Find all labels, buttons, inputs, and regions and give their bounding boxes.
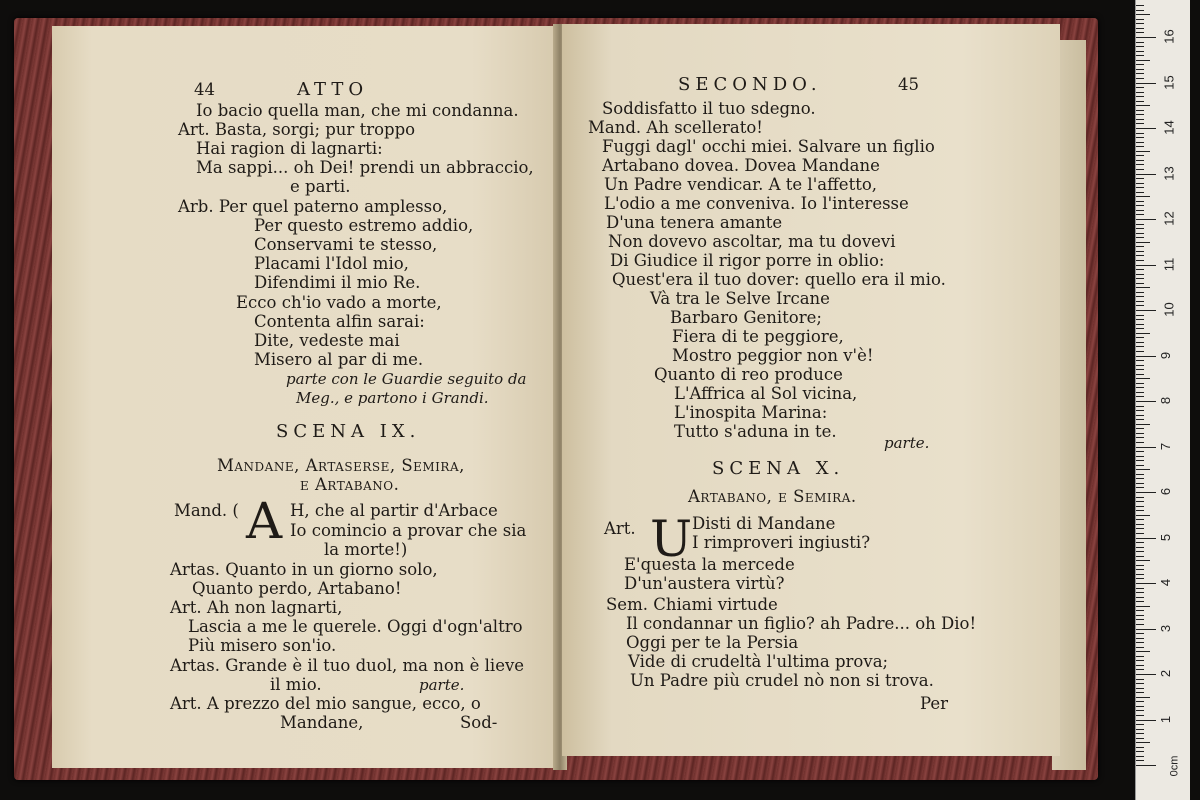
ruler-tick (1136, 196, 1150, 197)
ruler-tick (1136, 128, 1156, 129)
ruler-tick (1136, 729, 1144, 730)
ruler-tick (1136, 187, 1144, 188)
ruler-tick (1136, 274, 1144, 275)
ruler-tick (1136, 669, 1144, 670)
stage-direction: Meg., e partono i Grandi. (296, 389, 489, 407)
ruler-tick (1136, 369, 1144, 370)
text-line: Arb. Per quel paterno amplesso, (178, 197, 448, 216)
page-number: 45 (898, 75, 919, 94)
ruler-tick (1136, 5, 1144, 6)
ruler-tick (1136, 638, 1144, 639)
ruler-tick (1136, 142, 1144, 143)
ruler-tick (1136, 346, 1144, 347)
ruler-tick (1136, 542, 1144, 543)
ruler-tick (1136, 465, 1144, 466)
ruler-tick (1136, 101, 1144, 102)
ruler-tick (1136, 692, 1144, 693)
ruler-tick (1136, 760, 1144, 761)
ruler-tick (1136, 87, 1144, 88)
ruler-tick (1136, 119, 1144, 120)
ruler-tick (1136, 597, 1144, 598)
text-line: Fuggi dagl' occhi miei. Salvare un figlio (602, 137, 935, 156)
ruler-tick (1136, 501, 1144, 502)
ruler-tick (1136, 733, 1144, 734)
ruler-number: 3 (1158, 624, 1174, 632)
scene-heading: SCENA X. (712, 458, 845, 479)
ruler-tick (1136, 83, 1156, 84)
ruler-tick (1136, 428, 1144, 429)
character-list: e Artabano. (300, 475, 400, 494)
ruler-number: 16 (1161, 29, 1177, 44)
text-line: Un Padre più crudel nò non si trova. (630, 671, 934, 690)
text-line: L'inospita Marina: (674, 403, 828, 422)
text-line: Quest'era il tuo dover: quello era il mio. (612, 270, 946, 289)
text-line: Contenta alfin sarai: (254, 312, 425, 331)
text-line: Art. Basta, sorgi; pur troppo (178, 120, 416, 139)
ruler-tick (1136, 724, 1144, 725)
ruler-tick (1136, 565, 1144, 566)
text-line: Il condannar un figlio? ah Padre... oh Dio! (626, 614, 977, 633)
ruler-tick (1136, 301, 1144, 302)
ruler-tick (1136, 765, 1156, 766)
running-head: ATTO (297, 79, 369, 100)
ruler-tick (1136, 524, 1144, 525)
ruler-tick (1136, 456, 1144, 457)
page-number: 44 (194, 80, 215, 99)
ruler-tick (1136, 283, 1144, 284)
ruler-tick (1136, 419, 1144, 420)
ruler-tick (1136, 506, 1144, 507)
ruler-tick (1136, 383, 1144, 384)
text-line: Sem. Chiami virtude (606, 595, 778, 614)
ruler-tick (1136, 351, 1144, 352)
ruler-tick (1136, 515, 1150, 516)
speaker-label: Art. (604, 519, 636, 538)
text-line: Mandane, (280, 713, 364, 732)
ruler-tick (1136, 10, 1144, 11)
ruler-tick (1136, 319, 1144, 320)
ruler-number: 1 (1158, 715, 1174, 723)
text-line: il mio. (270, 675, 322, 694)
ruler-tick (1136, 451, 1144, 452)
ruler-tick (1136, 624, 1144, 625)
ruler-tick (1136, 447, 1156, 448)
ruler-tick (1136, 123, 1144, 124)
ruler-tick (1136, 387, 1144, 388)
ruler-tick (1136, 28, 1144, 29)
text-line: Và tra le Selve Ircane (650, 289, 830, 308)
ruler-tick (1136, 487, 1144, 488)
ruler-tick (1136, 742, 1150, 743)
catchword: Sod- (460, 713, 498, 732)
ruler-tick (1136, 219, 1156, 220)
text-line: Mand. Ah scellerato! (588, 118, 763, 137)
text-line: Art. Ah non lagnarti, (170, 598, 343, 617)
text-line: Non dovevo ascoltar, ma tu dovevi (608, 232, 896, 251)
ruler-number: 13 (1161, 165, 1177, 181)
text-line: Tutto s'aduna in te. (674, 422, 837, 441)
right-page (562, 24, 1060, 756)
ruler-tick (1136, 365, 1144, 366)
ruler-tick (1136, 378, 1150, 379)
ruler-tick (1136, 146, 1144, 147)
ruler-tick (1136, 424, 1150, 425)
ruler-tick (1136, 751, 1144, 752)
text-line: H, che al partir d'Arbace (290, 501, 498, 520)
ruler-tick (1136, 519, 1144, 520)
ruler-tick (1136, 324, 1144, 325)
ruler-tick (1136, 237, 1144, 238)
ruler-tick (1136, 160, 1144, 161)
ruler-tick (1136, 32, 1144, 33)
ruler-tick (1136, 710, 1144, 711)
text-line: D'una tenera amante (606, 213, 783, 232)
ruler-number: 11 (1161, 257, 1177, 271)
ruler-tick (1136, 73, 1144, 74)
ruler-tick (1136, 328, 1144, 329)
ruler-tick (1136, 137, 1144, 138)
ruler-tick (1136, 588, 1144, 589)
ruler-tick (1136, 406, 1144, 407)
ruler-tick (1136, 292, 1144, 293)
ruler-number: 10 (1161, 302, 1177, 317)
ruler-tick (1136, 747, 1144, 748)
ruler-tick (1136, 246, 1144, 247)
ruler-tick (1136, 538, 1156, 539)
drop-cap: U (650, 510, 693, 568)
text-line: Per questo estremo addio, (254, 216, 474, 235)
ruler-tick (1136, 178, 1144, 179)
ruler-tick (1136, 260, 1144, 261)
ruler-number: 15 (1161, 74, 1177, 90)
ruler-tick (1136, 174, 1156, 175)
text-line: Hai ragion di lagnarti: (196, 139, 383, 158)
scene-heading: SCENA IX. (276, 421, 421, 442)
text-line: Fiera di te peggiore, (672, 327, 844, 346)
ruler-tick (1136, 478, 1144, 479)
stage-direction: parte con le Guardie seguito da (286, 370, 527, 388)
ruler-tick (1136, 333, 1150, 334)
ruler-tick (1136, 51, 1144, 52)
ruler-tick (1136, 201, 1144, 202)
ruler-tick (1136, 601, 1144, 602)
ruler-tick (1136, 433, 1144, 434)
ruler-tick (1136, 738, 1144, 739)
ruler-tick (1136, 629, 1156, 630)
stage-direction: parte. (419, 676, 465, 694)
ruler-tick (1136, 105, 1150, 106)
ruler-tick (1136, 392, 1144, 393)
text-line: Misero al par di me. (254, 350, 424, 369)
text-line: L'odio a me conveniva. Io l'interesse (604, 194, 909, 213)
ruler-number: 12 (1161, 211, 1177, 226)
ruler-tick (1136, 497, 1144, 498)
ruler-tick (1136, 23, 1144, 24)
ruler-tick (1136, 64, 1144, 65)
ruler-tick (1136, 492, 1156, 493)
ruler-tick (1136, 574, 1144, 575)
ruler-tick (1136, 114, 1144, 115)
ruler-tick (1136, 474, 1144, 475)
ruler-tick (1136, 715, 1144, 716)
ruler-unit-label: 0cm (1168, 755, 1181, 777)
ruler-tick (1136, 706, 1144, 707)
ruler-tick (1136, 606, 1150, 607)
ruler-tick (1136, 556, 1144, 557)
ruler-tick (1136, 151, 1150, 152)
ruler-tick (1136, 356, 1156, 357)
ruler-tick (1136, 674, 1156, 675)
ruler-tick (1136, 251, 1144, 252)
ruler-tick (1136, 533, 1144, 534)
ruler-tick (1136, 651, 1150, 652)
ruler-number: 5 (1158, 533, 1174, 541)
ruler-number: 7 (1158, 442, 1174, 450)
ruler-tick (1136, 110, 1144, 111)
text-line: la morte!) (324, 540, 408, 559)
ruler-tick (1136, 228, 1144, 229)
ruler-tick (1136, 315, 1144, 316)
ruler-tick (1136, 656, 1144, 657)
text-line: Più misero son'io. (188, 636, 337, 655)
ruler-tick (1136, 660, 1144, 661)
text-line: Barbaro Genitore; (670, 308, 822, 327)
text-line: Placami l'Idol mio, (254, 254, 409, 273)
ruler-tick (1136, 337, 1144, 338)
ruler-tick (1136, 269, 1144, 270)
ruler-tick (1136, 265, 1156, 266)
ruler-tick (1136, 133, 1144, 134)
ruler-tick (1136, 96, 1144, 97)
ruler-tick (1136, 551, 1144, 552)
ruler-tick (1136, 360, 1144, 361)
text-line: e parti. (290, 177, 351, 196)
ruler-tick (1136, 442, 1144, 443)
text-line: Un Padre vendicar. A te l'affetto, (604, 175, 878, 194)
ruler-number: 6 (1158, 487, 1174, 496)
ruler-tick (1136, 19, 1144, 20)
text-line: D'un'austera virtù? (624, 574, 785, 593)
ruler-tick (1136, 296, 1144, 297)
ruler-tick (1136, 642, 1144, 643)
text-line: Di Giudice il rigor porre in oblio: (610, 251, 885, 270)
ruler-tick (1136, 569, 1144, 570)
ruler-tick (1136, 469, 1150, 470)
ruler-tick (1136, 615, 1144, 616)
ruler-tick (1136, 415, 1144, 416)
text-line: Artas. Grande è il tuo duol, ma non è lieve (170, 656, 525, 675)
ruler-tick (1136, 528, 1144, 529)
ruler-tick (1136, 460, 1144, 461)
ruler-tick (1136, 78, 1144, 79)
speaker-label: Mand. ( (174, 501, 239, 520)
ruler-tick (1136, 287, 1150, 288)
text-line: Soddisfatto il tuo sdegno. (602, 99, 816, 118)
text-line: Quanto perdo, Artabano! (192, 579, 402, 598)
ruler-tick (1136, 210, 1144, 211)
ruler-tick (1136, 437, 1144, 438)
ruler-tick (1136, 665, 1144, 666)
ruler-tick (1136, 720, 1156, 721)
ruler-tick (1136, 214, 1144, 215)
text-line: Dite, vedeste mai (254, 331, 400, 350)
text-line: Disti di Mandane (692, 514, 836, 533)
ruler-tick (1136, 14, 1150, 15)
character-list: Artabano, e Semira. (688, 487, 857, 506)
text-line: Oggi per te la Persia (626, 633, 799, 652)
ruler-tick (1136, 679, 1144, 680)
ruler-tick (1136, 305, 1144, 306)
ruler-tick (1136, 69, 1144, 70)
ruler-tick (1136, 578, 1144, 579)
ruler-tick (1136, 647, 1144, 648)
ruler-tick (1136, 242, 1150, 243)
ruler-tick (1136, 224, 1144, 225)
text-line: Art. A prezzo del mio sangue, ecco, o (170, 694, 481, 713)
ruler-number: 2 (1158, 669, 1174, 678)
ruler-tick (1136, 92, 1144, 93)
text-line: I rimproveri ingiusti? (692, 533, 871, 552)
ruler-tick (1136, 255, 1144, 256)
ruler-tick (1136, 164, 1144, 165)
ruler-tick (1136, 396, 1144, 397)
measurement-ruler (1135, 0, 1190, 800)
ruler-number: 8 (1158, 396, 1174, 405)
text-line: Io bacio quella man, che mi condanna. (196, 101, 519, 120)
drop-cap: A (246, 492, 283, 550)
ruler-tick (1136, 683, 1144, 684)
text-line: Conservami te stesso, (254, 235, 438, 254)
ruler-tick (1136, 342, 1144, 343)
text-line: E'questa la mercede (624, 555, 795, 574)
ruler-tick (1136, 756, 1144, 757)
ruler-number: 9 (1158, 351, 1174, 359)
ruler-tick (1136, 583, 1156, 584)
ruler-tick (1136, 60, 1150, 61)
ruler-tick (1136, 37, 1156, 38)
text-line: Mostro peggior non v'è! (672, 346, 874, 365)
text-line: Artas. Quanto in un giorno solo, (170, 560, 438, 579)
ruler-tick (1136, 155, 1144, 156)
ruler-tick (1136, 560, 1150, 561)
ruler-tick (1136, 374, 1144, 375)
text-line: Lascia a me le querele. Oggi d'ogn'altro (188, 617, 523, 636)
stage-direction: parte. (884, 434, 930, 452)
ruler-tick (1136, 310, 1156, 311)
ruler-tick (1136, 619, 1144, 620)
ruler-tick (1136, 401, 1156, 402)
ruler-number: 4 (1158, 578, 1174, 587)
ruler-tick (1136, 278, 1144, 279)
ruler-tick (1136, 510, 1144, 511)
ruler-tick (1136, 233, 1144, 234)
ruler-tick (1136, 169, 1144, 170)
text-line: Ecco ch'io vado a morte, (236, 293, 442, 312)
text-line: Vide di crudeltà l'ultima prova; (628, 652, 889, 671)
ruler-tick (1136, 633, 1144, 634)
ruler-tick (1136, 701, 1144, 702)
text-line: Difendimi il mio Re. (254, 273, 421, 292)
ruler-tick (1136, 205, 1144, 206)
ruler-tick (1136, 410, 1144, 411)
catchword: Per (920, 694, 949, 713)
ruler-tick (1136, 192, 1144, 193)
ruler-tick (1136, 688, 1144, 689)
character-list: Mandane, Artaserse, Semira, (217, 456, 465, 475)
text-line: Quanto di reo produce (654, 365, 843, 384)
ruler-tick (1136, 547, 1144, 548)
ruler-tick (1136, 46, 1144, 47)
text-line: L'Affrica al Sol vicina, (674, 384, 858, 403)
text-line: Artabano dovea. Dovea Mandane (602, 156, 880, 175)
ruler-tick (1136, 183, 1144, 184)
running-head: SECONDO. (678, 74, 822, 95)
left-page (52, 26, 560, 768)
ruler-tick (1136, 55, 1144, 56)
ruler-tick (1136, 592, 1144, 593)
ruler-number: 14 (1161, 120, 1177, 135)
ruler-tick (1136, 697, 1150, 698)
ruler-tick (1136, 42, 1144, 43)
text-line: Ma sappi... oh Dei! prendi un abbraccio, (196, 158, 534, 177)
text-line: Io comincio a provar che sia (290, 521, 527, 540)
ruler-tick (1136, 483, 1144, 484)
ruler-tick (1136, 610, 1144, 611)
